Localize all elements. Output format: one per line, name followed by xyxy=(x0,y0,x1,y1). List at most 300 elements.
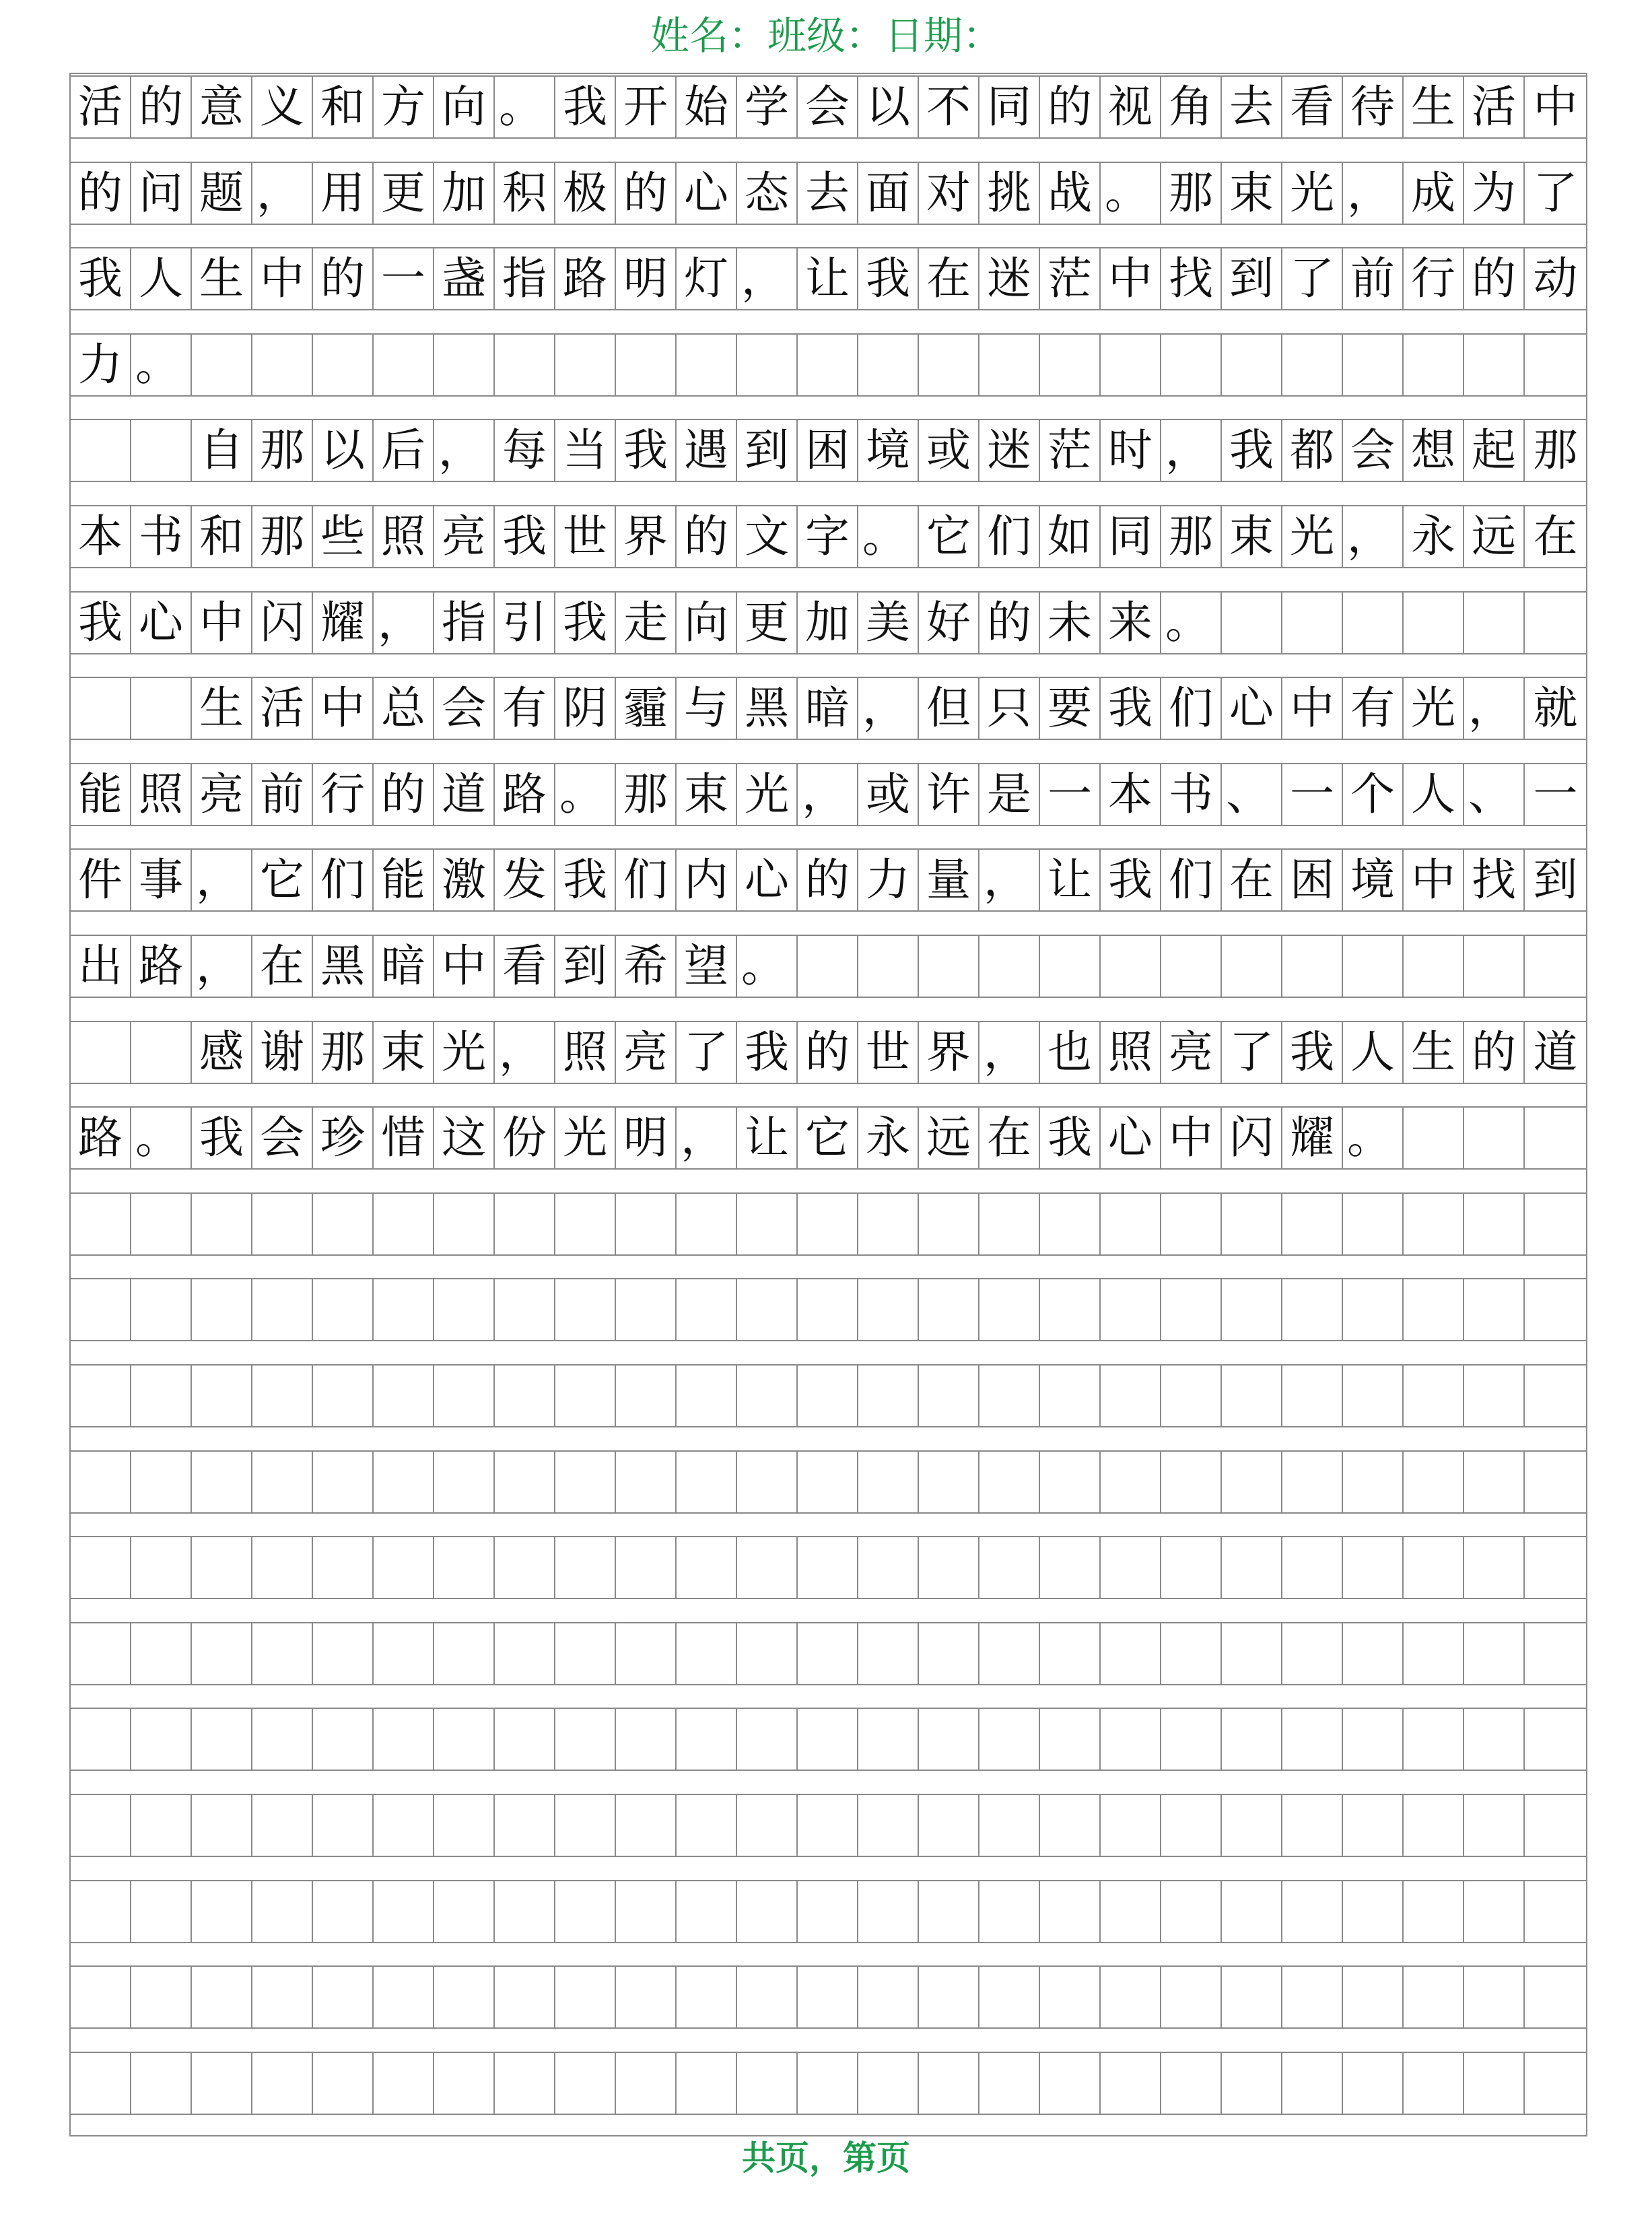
grid-cell xyxy=(313,1452,374,1512)
grid-cell: 心 xyxy=(1222,678,1282,739)
grid-cell: 黑 xyxy=(313,936,374,997)
grid-cell: 文 xyxy=(737,506,798,567)
grid-cell xyxy=(1404,1709,1464,1770)
grid-cell xyxy=(737,1366,798,1426)
grid-cell: 用 xyxy=(313,163,374,224)
grid-cell xyxy=(1101,1795,1161,1856)
grid-cell xyxy=(1222,1366,1282,1426)
grid-cell xyxy=(252,1452,313,1512)
grid-cell: 自 xyxy=(192,420,252,481)
grid-cell: 加 xyxy=(798,593,858,653)
grid-row xyxy=(71,763,1586,826)
grid-cell xyxy=(313,1881,374,1942)
grid-cell: 的 xyxy=(1464,248,1525,309)
grid-cell: 耀 xyxy=(313,593,374,653)
grid-cell: 路 xyxy=(555,248,616,309)
grid-cell: 路 xyxy=(71,1108,131,1168)
grid-cell: ， xyxy=(1343,163,1404,224)
grid-cell xyxy=(313,1194,374,1254)
grid-cell xyxy=(1464,1881,1525,1942)
grid-cell: 会 xyxy=(252,1108,313,1168)
grid-cell: 义 xyxy=(252,77,313,137)
grid-cell: 暗 xyxy=(374,936,434,997)
grid-cell xyxy=(131,1795,192,1856)
grid-cell: 境 xyxy=(1343,850,1404,910)
grid-cell xyxy=(434,1194,495,1254)
grid-cell: 有 xyxy=(495,678,555,739)
grid-cell xyxy=(616,1967,677,2027)
grid-cell: ， xyxy=(374,593,434,653)
grid-cell xyxy=(979,2053,1040,2114)
grid-cell: 我 xyxy=(1040,1108,1101,1168)
grid-cell xyxy=(252,1537,313,1598)
grid-cell xyxy=(919,1366,979,1426)
grid-cell: 会 xyxy=(1343,420,1404,481)
grid-cell: 照 xyxy=(374,506,434,567)
grid-cell: 书 xyxy=(131,506,192,567)
grid-cell xyxy=(1282,2053,1343,2114)
grid-cell xyxy=(1343,1881,1404,1942)
grid-cell xyxy=(677,2053,737,2114)
grid-cell: 世 xyxy=(858,1022,919,1083)
grid-cell xyxy=(1040,1967,1101,2027)
grid-cell: 走 xyxy=(616,593,677,653)
grid-row xyxy=(71,505,1586,568)
grid-cell xyxy=(1161,2053,1222,2114)
grid-cell xyxy=(131,2053,192,2114)
grid-cell xyxy=(798,1537,858,1598)
grid-cell xyxy=(1161,1795,1222,1856)
grid-cell xyxy=(192,1709,252,1770)
grid-cell: 本 xyxy=(1101,764,1161,825)
grid-cell: 茫 xyxy=(1040,420,1101,481)
grid-cell: 与 xyxy=(677,678,737,739)
grid-cell xyxy=(374,1967,434,2027)
grid-cell: 学 xyxy=(737,77,798,137)
grid-cell: 暗 xyxy=(798,678,858,739)
grid-cell xyxy=(1222,1194,1282,1254)
grid-cell: 束 xyxy=(1222,163,1282,224)
grid-cell xyxy=(1101,1709,1161,1770)
grid-cell xyxy=(71,1194,131,1254)
grid-cell xyxy=(434,1881,495,1942)
grid-cell xyxy=(1282,1967,1343,2027)
grid-cell xyxy=(1343,936,1404,997)
grid-cell: 激 xyxy=(434,850,495,910)
grid-cell: 要 xyxy=(1040,678,1101,739)
grid-cell xyxy=(979,1881,1040,1942)
grid-cell: 们 xyxy=(313,850,374,910)
grid-cell xyxy=(192,335,252,395)
grid-cell xyxy=(1525,1108,1586,1168)
grid-cell: 我 xyxy=(1101,850,1161,910)
grid-cell: ， xyxy=(1464,678,1525,739)
grid-cell xyxy=(1404,335,1464,395)
grid-cell xyxy=(979,936,1040,997)
grid-cell xyxy=(677,1537,737,1598)
grid-cell xyxy=(677,1279,737,1340)
grid-cell: 在 xyxy=(919,248,979,309)
grid-cell: 珍 xyxy=(313,1108,374,1168)
grid-cell: 为 xyxy=(1464,163,1525,224)
grid-cell xyxy=(919,1537,979,1598)
grid-cell: 更 xyxy=(374,163,434,224)
grid-cell: 想 xyxy=(1404,420,1464,481)
grid-cell xyxy=(1464,1795,1525,1856)
grid-cell xyxy=(677,1967,737,2027)
grid-cell: 那 xyxy=(313,1022,374,1083)
grid-cell xyxy=(677,1881,737,1942)
grid-cell xyxy=(555,2053,616,2114)
grid-cell xyxy=(313,1623,374,1684)
grid-cell xyxy=(1404,1537,1464,1598)
grid-row xyxy=(71,162,1586,225)
grid-cell: 面 xyxy=(858,163,919,224)
grid-cell xyxy=(1282,1194,1343,1254)
grid-cell xyxy=(798,1366,858,1426)
grid-cell: 的 xyxy=(131,77,192,137)
grid-cell: 光 xyxy=(555,1108,616,1168)
grid-cell xyxy=(1404,1967,1464,2027)
grid-cell xyxy=(434,1623,495,1684)
grid-cell xyxy=(1161,1709,1222,1770)
grid-cell xyxy=(616,1452,677,1512)
grid-cell xyxy=(919,335,979,395)
grid-cell xyxy=(1040,335,1101,395)
grid-cell: 始 xyxy=(677,77,737,137)
grid-cell: 一 xyxy=(1533,768,1578,820)
grid-cell: 活 xyxy=(1464,77,1525,137)
grid-cell xyxy=(1525,593,1586,653)
grid-cell: 让 xyxy=(1040,850,1101,910)
grid-cell: 心 xyxy=(131,593,192,653)
grid-cell xyxy=(858,1967,919,2027)
writing-grid-sheet xyxy=(69,73,1587,2136)
grid-cell xyxy=(1343,1623,1404,1684)
grid-cell: 中 xyxy=(192,593,252,653)
grid-cell: 出 xyxy=(71,936,131,997)
grid-cell: 束 xyxy=(374,1022,434,1083)
grid-cell: 活 xyxy=(71,77,131,137)
grid-cell xyxy=(1101,1366,1161,1426)
grid-cell: 那 xyxy=(616,764,677,825)
grid-cell: 。 xyxy=(1343,1108,1404,1168)
grid-cell xyxy=(737,1795,798,1856)
grid-cell xyxy=(1404,1623,1464,1684)
grid-cell: 的 xyxy=(798,850,858,910)
grid-cell: 时 xyxy=(1101,420,1161,481)
grid-cell: 明 xyxy=(616,248,677,309)
grid-cell xyxy=(1343,1194,1404,1254)
grid-cell: ， xyxy=(737,248,798,309)
grid-cell: 件 xyxy=(71,850,131,910)
grid-cell xyxy=(495,1194,555,1254)
grid-row xyxy=(71,333,1586,397)
grid-cell xyxy=(252,1366,313,1426)
grid-cell xyxy=(1222,1709,1282,1770)
grid-cell: ， xyxy=(252,163,313,224)
grid-cell: 战 xyxy=(1040,163,1101,224)
grid-row xyxy=(71,591,1586,654)
grid-cell xyxy=(1464,1537,1525,1598)
grid-cell: 的 xyxy=(313,248,374,309)
grid-cell xyxy=(313,1366,374,1426)
grid-cell: 界 xyxy=(919,1022,979,1083)
grid-cell xyxy=(1464,2053,1525,2114)
grid-cell xyxy=(495,1623,555,1684)
page-footer: 共页，第页 xyxy=(742,2139,910,2178)
grid-cell xyxy=(1464,936,1525,997)
grid-cell xyxy=(1222,1795,1282,1856)
grid-cell xyxy=(71,1795,131,1856)
grid-cell: 生 xyxy=(1404,1022,1464,1083)
grid-cell xyxy=(1040,1452,1101,1512)
grid-cell: 向 xyxy=(677,593,737,653)
grid-cell: ， xyxy=(858,678,919,739)
grid-cell xyxy=(1525,1967,1586,2027)
grid-cell xyxy=(374,1194,434,1254)
grid-cell xyxy=(252,335,313,395)
grid-cell: 事 xyxy=(131,850,192,910)
grid-cell xyxy=(1161,1279,1222,1340)
grid-cell xyxy=(1464,335,1525,395)
grid-cell xyxy=(1161,335,1222,395)
grid-cell: 让 xyxy=(798,248,858,309)
grid-cell xyxy=(192,1366,252,1426)
grid-cell xyxy=(192,1194,252,1254)
grid-cell xyxy=(979,1537,1040,1598)
grid-cell: ， xyxy=(979,1022,1040,1083)
grid-cell: 行 xyxy=(313,764,374,825)
grid-cell xyxy=(1282,936,1343,997)
grid-cell xyxy=(1343,2053,1404,2114)
grid-cell: ， xyxy=(1161,420,1222,481)
grid-cell: 亮 xyxy=(616,1022,677,1083)
grid-cell xyxy=(374,1366,434,1426)
grid-cell xyxy=(374,1709,434,1770)
grid-cell: 那 xyxy=(1161,163,1222,224)
grid-cell xyxy=(313,2053,374,2114)
grid-cell: 们 xyxy=(1161,678,1222,739)
grid-cell: 困 xyxy=(798,420,858,481)
grid-cell: 们 xyxy=(979,506,1040,567)
grid-row xyxy=(71,2052,1586,2115)
grid-cell: ， xyxy=(677,1108,737,1168)
grid-cell: 照 xyxy=(555,1022,616,1083)
grid-cell xyxy=(1222,1452,1282,1512)
grid-cell xyxy=(919,1194,979,1254)
grid-cell xyxy=(252,1795,313,1856)
grid-cell xyxy=(1040,1709,1101,1770)
grid-cell: 照 xyxy=(131,764,192,825)
grid-cell xyxy=(313,1279,374,1340)
grid-cell: 视 xyxy=(1101,77,1161,137)
grid-cell xyxy=(555,1709,616,1770)
grid-cell: 我 xyxy=(71,248,131,309)
grid-cell: 未 xyxy=(1040,593,1101,653)
grid-cell xyxy=(1282,1366,1343,1426)
grid-cell xyxy=(374,335,434,395)
grid-cell xyxy=(1222,936,1282,997)
grid-cell xyxy=(495,1366,555,1426)
grid-cell xyxy=(1040,1279,1101,1340)
grid-cell: 心 xyxy=(677,163,737,224)
grid-cell xyxy=(737,1537,798,1598)
grid-cell: 是 xyxy=(979,764,1040,825)
grid-cell xyxy=(1282,1881,1343,1942)
grid-cell: 那 xyxy=(1533,424,1578,476)
grid-cell: 和 xyxy=(313,77,374,137)
grid-cell: 对 xyxy=(919,163,979,224)
grid-cell: 在 xyxy=(1533,510,1578,562)
grid-cell: 只 xyxy=(979,678,1040,739)
grid-cell: 界 xyxy=(616,506,677,567)
grid-cell xyxy=(374,2053,434,2114)
grid-cell: 。 xyxy=(495,77,555,137)
grid-cell: 也 xyxy=(1040,1022,1101,1083)
grid-cell: 我 xyxy=(737,1022,798,1083)
grid-cell xyxy=(71,1366,131,1426)
grid-cell xyxy=(616,1709,677,1770)
grid-cell xyxy=(798,1279,858,1340)
grid-cell xyxy=(434,1366,495,1426)
grid-cell xyxy=(1404,1795,1464,1856)
grid-cell: ， xyxy=(192,850,252,910)
grid-cell: 我 xyxy=(555,77,616,137)
grid-cell: 指 xyxy=(495,248,555,309)
grid-cell xyxy=(434,1537,495,1598)
grid-cell: 道 xyxy=(1533,1026,1578,1078)
grid-cell xyxy=(1222,2053,1282,2114)
grid-cell: 个 xyxy=(1343,764,1404,825)
grid-cell: 的 xyxy=(1464,1022,1525,1083)
grid-cell: 我 xyxy=(495,506,555,567)
grid-cell: 积 xyxy=(495,163,555,224)
grid-cell: 亮 xyxy=(434,506,495,567)
grid-cell: 束 xyxy=(677,764,737,825)
grid-cell xyxy=(858,2053,919,2114)
grid-cell xyxy=(979,1623,1040,1684)
grid-cell xyxy=(1282,1709,1343,1770)
grid-cell: 光 xyxy=(1404,678,1464,739)
grid-cell: ， xyxy=(798,764,858,825)
grid-cell xyxy=(1525,2053,1586,2114)
grid-cell: 待 xyxy=(1343,77,1404,137)
grid-cell xyxy=(1161,936,1222,997)
grid-cell xyxy=(1101,1537,1161,1598)
grid-row xyxy=(71,935,1586,998)
grid-cell xyxy=(1282,593,1343,653)
grid-cell: 人 xyxy=(1343,1022,1404,1083)
grid-cell xyxy=(1040,936,1101,997)
grid-cell: 光 xyxy=(434,1022,495,1083)
grid-cell xyxy=(1343,1452,1404,1512)
grid-cell: 迷 xyxy=(979,420,1040,481)
grid-cell: 动 xyxy=(1533,252,1578,304)
grid-row xyxy=(71,1364,1586,1427)
grid-cell: 困 xyxy=(1282,850,1343,910)
grid-cell xyxy=(131,1366,192,1426)
grid-cell xyxy=(737,1967,798,2027)
grid-cell: 同 xyxy=(979,77,1040,137)
grid-cell xyxy=(616,1366,677,1426)
grid-cell xyxy=(555,1194,616,1254)
grid-cell xyxy=(555,1452,616,1512)
grid-cell xyxy=(858,1366,919,1426)
grid-cell xyxy=(677,1194,737,1254)
grid-cell: 份 xyxy=(495,1108,555,1168)
grid-cell xyxy=(252,1194,313,1254)
grid-cell: 了 xyxy=(1282,248,1343,309)
grid-cell: 有 xyxy=(1343,678,1404,739)
grid-cell xyxy=(252,1709,313,1770)
grid-cell: 引 xyxy=(495,593,555,653)
grid-cell: 力 xyxy=(858,850,919,910)
grid-cell: 们 xyxy=(1161,850,1222,910)
grid-cell: 如 xyxy=(1040,506,1101,567)
grid-row xyxy=(71,1794,1586,1857)
grid-cell: 或 xyxy=(919,420,979,481)
grid-cell xyxy=(737,1709,798,1770)
grid-cell xyxy=(979,1452,1040,1512)
grid-cell xyxy=(979,1709,1040,1770)
grid-cell xyxy=(555,1967,616,2027)
grid-cell xyxy=(434,1967,495,2027)
grid-cell xyxy=(71,1537,131,1598)
page-header: 姓名：班级：日期： xyxy=(650,13,1002,59)
grid-cell xyxy=(919,1967,979,2027)
grid-cell xyxy=(1525,1623,1586,1684)
grid-cell xyxy=(1343,1795,1404,1856)
grid-cell xyxy=(252,1279,313,1340)
grid-row xyxy=(71,75,1586,139)
grid-cell: 去 xyxy=(798,163,858,224)
grid-cell: 耀 xyxy=(1282,1108,1343,1168)
grid-cell xyxy=(71,1881,131,1942)
grid-cell xyxy=(737,335,798,395)
grid-cell xyxy=(858,1709,919,1770)
grid-cell xyxy=(495,1279,555,1340)
grid-cell xyxy=(374,1623,434,1684)
grid-cell xyxy=(1464,1108,1525,1168)
grid-cell: 我 xyxy=(192,1108,252,1168)
grid-cell xyxy=(1404,1279,1464,1340)
grid-cell: 不 xyxy=(919,77,979,137)
grid-row xyxy=(71,1880,1586,1943)
grid-cell xyxy=(1040,1194,1101,1254)
grid-cell: 心 xyxy=(1101,1108,1161,1168)
grid-cell xyxy=(71,1022,131,1083)
grid-cell xyxy=(71,678,131,739)
grid-cell xyxy=(1525,1881,1586,1942)
grid-row xyxy=(71,1021,1586,1084)
grid-cell: 以 xyxy=(858,77,919,137)
grid-cell xyxy=(798,936,858,997)
grid-cell: 生 xyxy=(192,248,252,309)
grid-row xyxy=(71,1450,1586,1514)
grid-cell xyxy=(313,1967,374,2027)
grid-cell: 题 xyxy=(192,163,252,224)
grid-cell xyxy=(495,335,555,395)
grid-cell: 加 xyxy=(434,163,495,224)
grid-cell: 的 xyxy=(798,1022,858,1083)
grid-cell: 起 xyxy=(1464,420,1525,481)
grid-cell xyxy=(71,420,131,481)
grid-cell xyxy=(919,1279,979,1340)
grid-cell: 生 xyxy=(1404,77,1464,137)
grid-cell: 后 xyxy=(374,420,434,481)
grid-cell xyxy=(919,1881,979,1942)
